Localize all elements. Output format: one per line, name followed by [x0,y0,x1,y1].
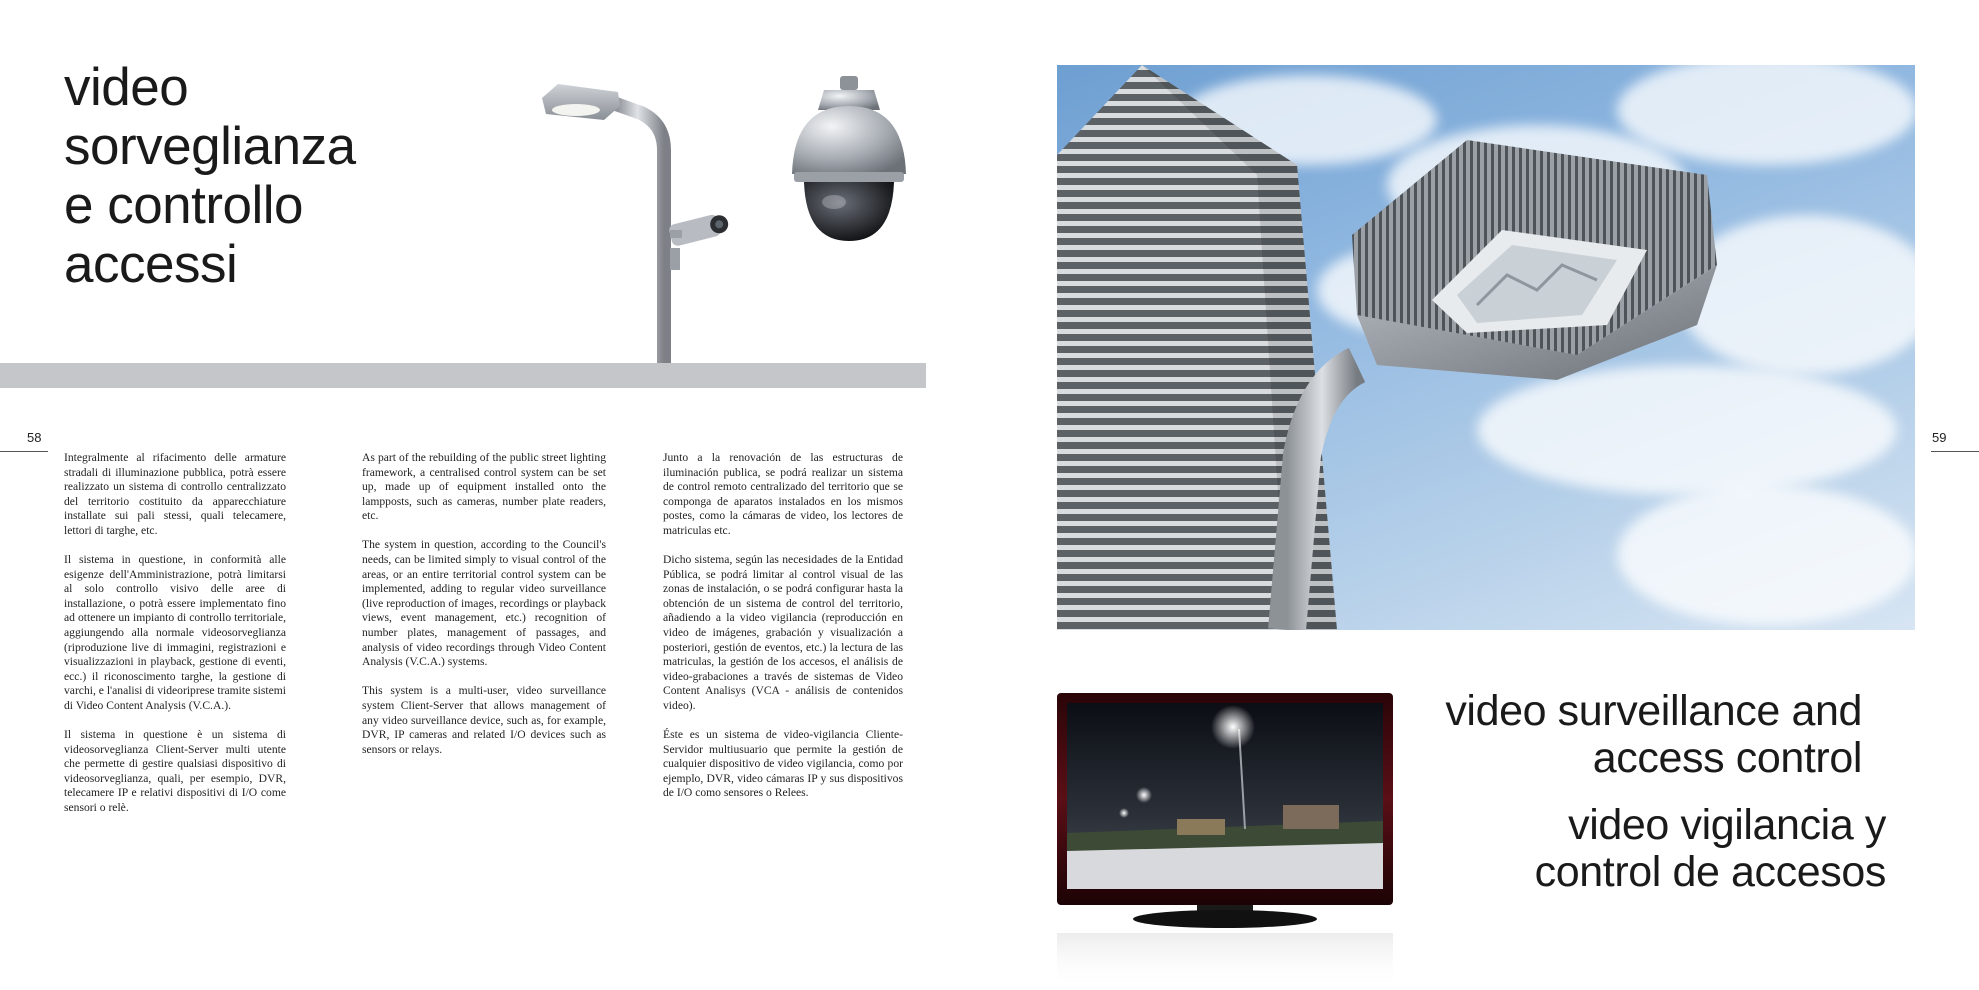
tower-streetlight-photo [1057,65,1915,630]
title-line: video [64,58,189,117]
title-line: video vigilancia y [1568,801,1886,849]
paragraph: Il sistema in questione, in conformità alle esigenze dell'Amministrazione, potrà limitarsi al solo controllo visivo delle aree di installazione, o potrà essere implementato fino ad ottenere un impianto di controllo territoriale, aggiungendo alla normale videosorveglianza (riproduzione live di immagini, registrazioni e visualizzazioni in playback, gestione di eventi, ecc.) il riconoscimento targhe, la gestione di varchi, e l'analisi di videoriprese tramite sistemi di Video Content Analysis (V.C.A.). [64,553,286,712]
title-line: video surveillance and [1445,687,1862,735]
title-line: control de accesos [1534,848,1886,896]
page-number-rule [0,451,48,452]
title-line: e controllo [64,176,304,235]
title-line: access control [1592,734,1862,782]
page-number-rule [1931,451,1979,452]
paragraph: As part of the rebuilding of the public street lighting framework, a centralised control system can be set up, made up of equipment installed onto the lampposts, such as cameras, number plate readers, etc. [362,451,606,523]
page-number: 58 [27,430,42,445]
street-lamp-camera-image [536,80,746,365]
text-column-english [362,451,606,772]
title-line: accessi [64,235,238,294]
title-italian [64,58,484,294]
paragraph: The system in question, according to the Council's needs, can be limited simply to visual control of the areas, or an entire territorial control system can be implemented, adding to regular video surveillance (live reproduction of images, recordings or playback views, event management, etc.) recognition of number plates, management of passages, and analysis of video recordings through Video Content Analysis (V.C.A.) systems. [362,538,606,669]
television-night-street-image [1057,693,1393,990]
page-number: 59 [1932,430,1947,445]
paragraph: This system is a multi-user, video surveillance system Client-Server that allows management of any video surveillance device, such as, for example, DVR, IP cameras and related I/O devices such as sensors or relays. [362,684,606,756]
text-column-italian [64,451,286,830]
title-spanish [1390,802,1886,896]
decorative-band [0,363,926,388]
paragraph: Il sistema in questione è un sistema di videosorveglianza Client-Server multi utente che permette di gestire qualsiasi dispositivo di videosorveglianza, quali, per esempio, DVR, telecamere IP e relativi dispositivi di I/O come sensori o relè. [64,728,286,815]
paragraph: Junto a la renovación de las estructuras de iluminación publica, se podrá realizar un sistema de control remoto centralizado del territorio que se componga de aparatos instalados en los mismos postes, como la cámaras de video, los lectores de matriculas etc. [663,451,903,537]
paragraph: Dicho sistema, según las necesidades de la Entidad Pública, se podrá limitar al control visual de las zonas de instalación, o se podrá configurar hasta la obtención de un sistema de control del territorio, añadiendo a la video vigilancia (reproducción en video de imágenes, grabación y visualización a posteriori, gestión de eventos, etc.) la lectura de las matriculas, la gestión de los accesos, el análisis de video-grabaciones a través de sistemas de Video Content Analisys (VCA - análisis de contenidos video). [663,553,903,712]
paragraph: Integralmente al rifacimento delle armature stradali di illuminazione pubblica, potrà essere realizzato un sistema di controllo centralizzato del territorio costituito da apparecchiature installate sui pali stessi, quali telecamere, lettori di targhe, etc. [64,451,286,537]
dome-camera-image [784,76,914,246]
title-line: sorveglianza [64,117,356,176]
title-english [1390,688,1862,782]
text-column-spanish [663,451,903,816]
paragraph: Éste es un sistema de video-vigilancia Cliente-Servidor multiusuario que permite la gestión de cualquier dispositivo de video vigilancia, como por ejemplo, DVR, video cámaras IP y sus dispositivos de I/O como sensores o Relees. [663,728,903,800]
